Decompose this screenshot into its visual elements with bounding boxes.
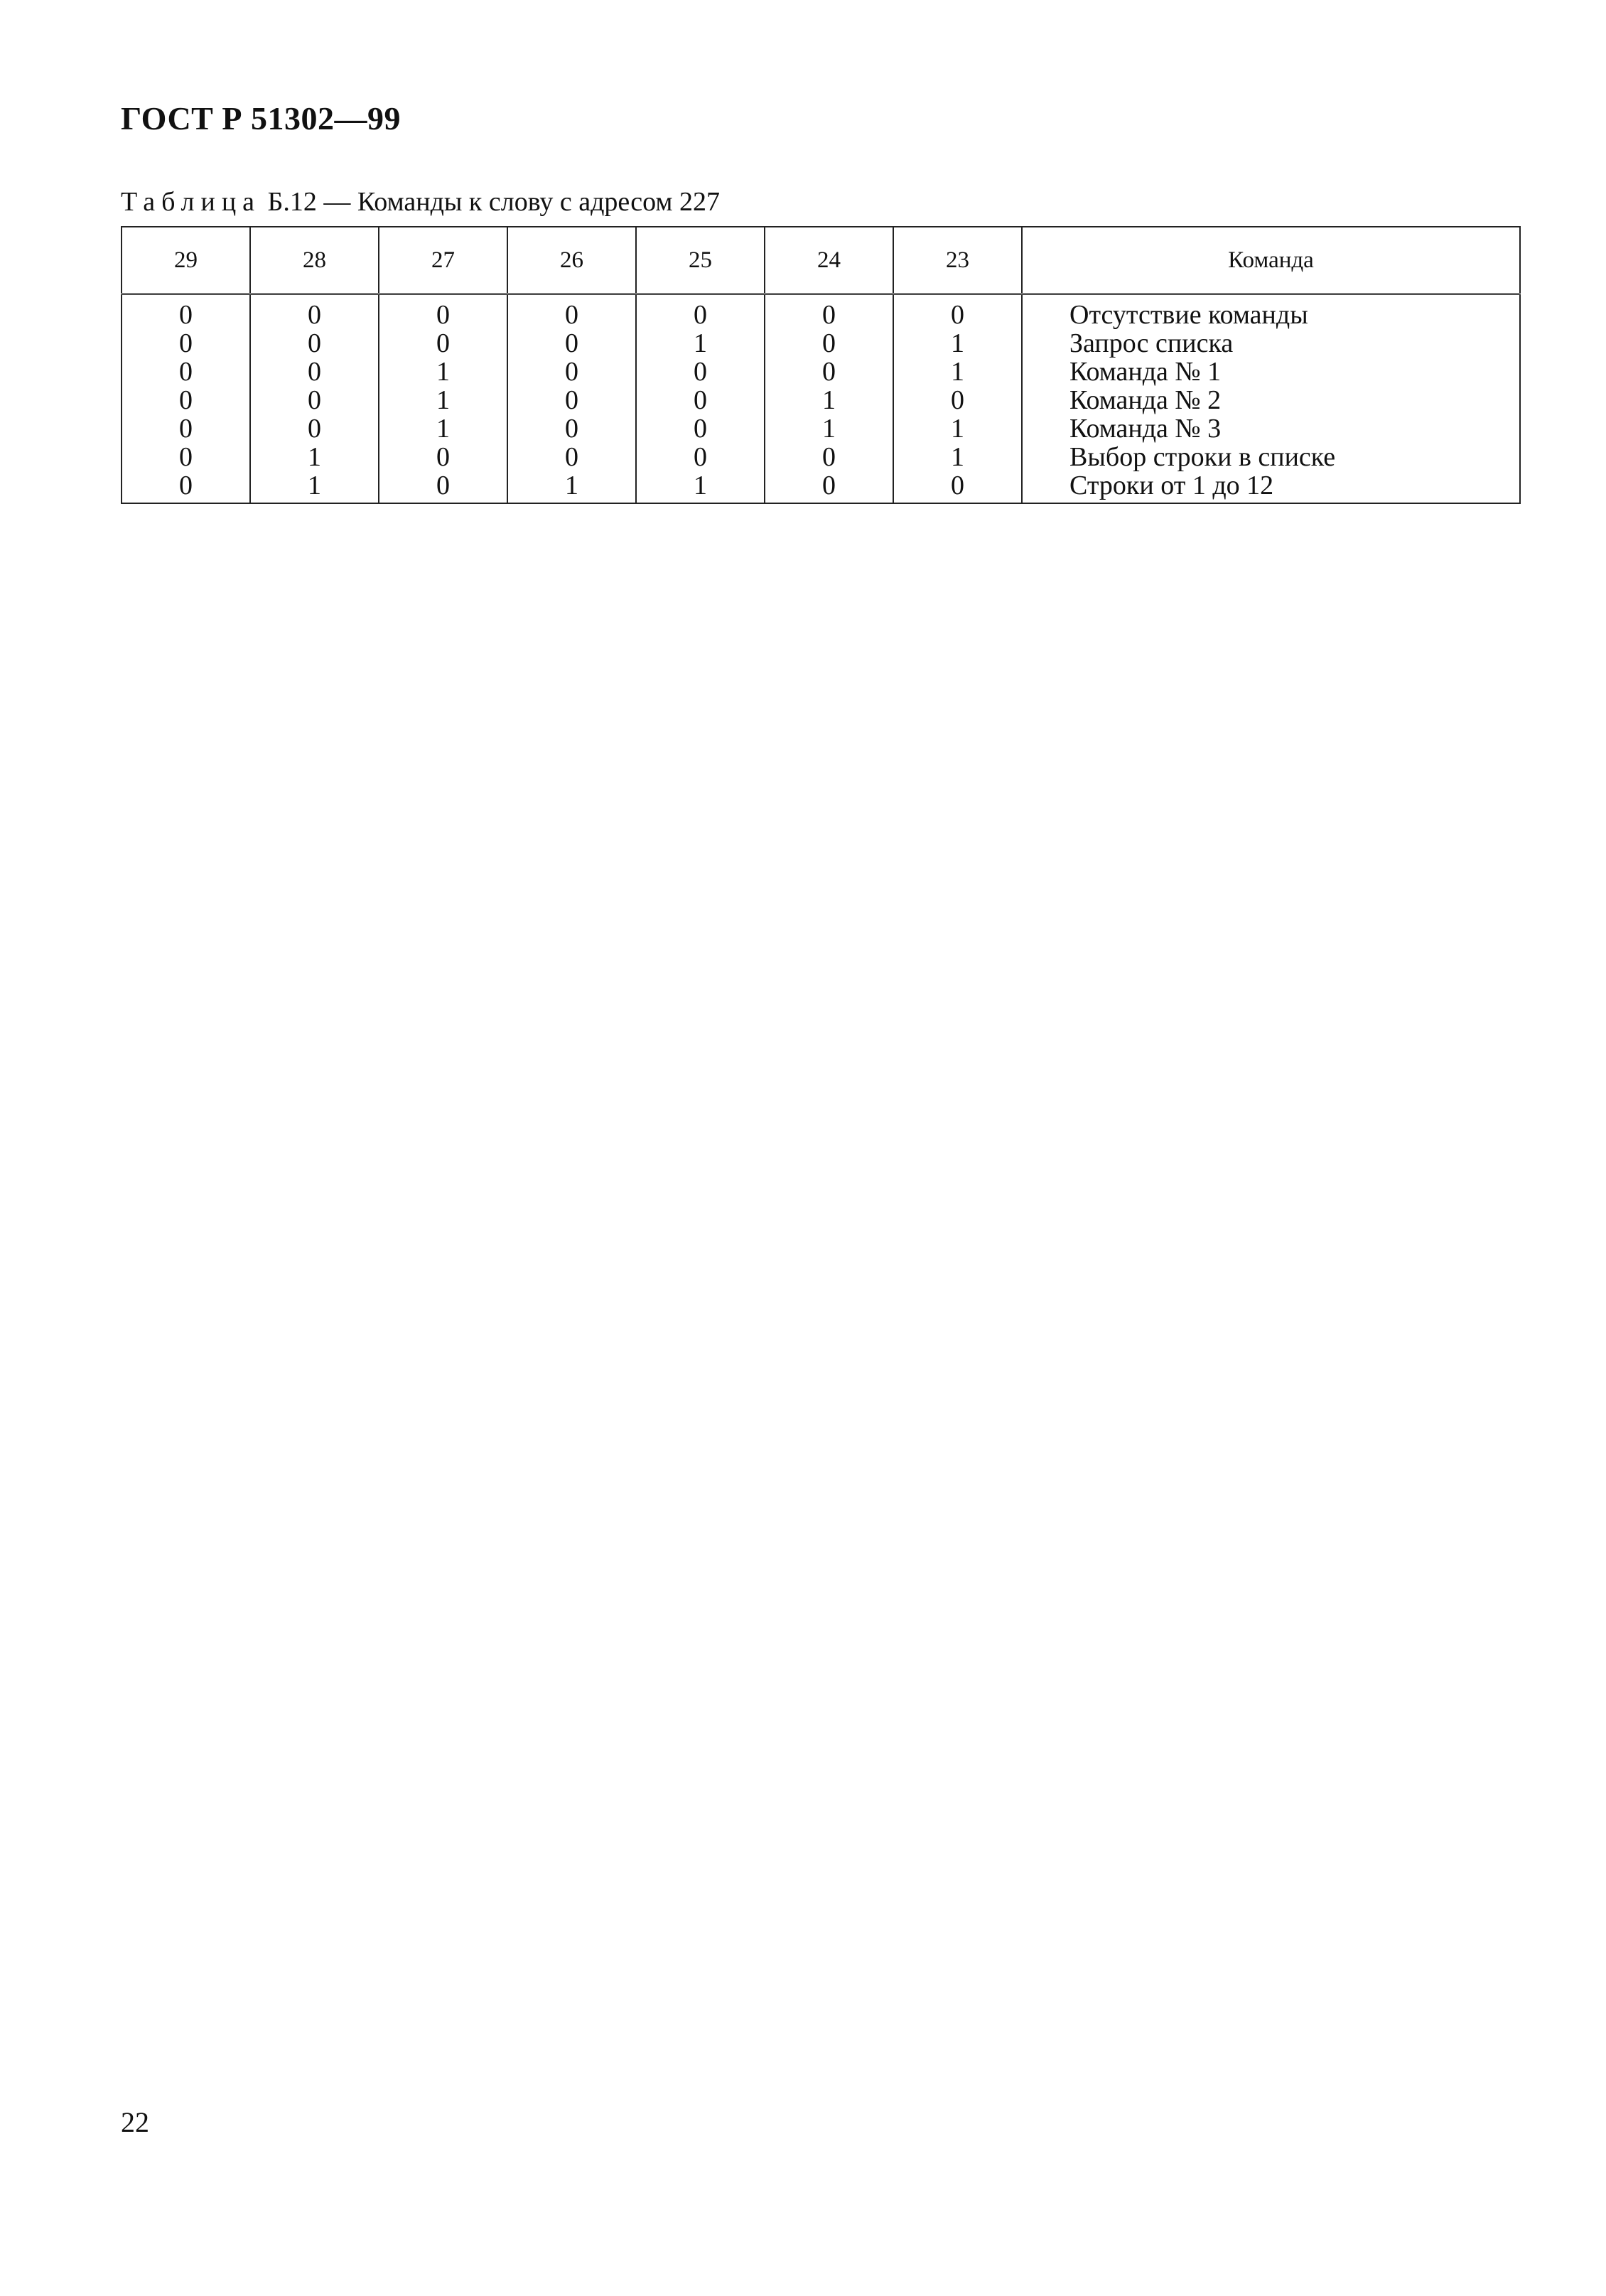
command-cell: Выбор строки в списке (1022, 443, 1520, 471)
table-cell: 0 (250, 386, 379, 414)
table-cell: 0 (765, 294, 893, 330)
command-cell: Запрос списка (1022, 329, 1520, 358)
table-row (122, 471, 1520, 503)
table-cell: 0 (636, 443, 765, 471)
table-cell: 1 (379, 358, 507, 386)
table-cell: 0 (636, 386, 765, 414)
table-container (121, 226, 1519, 504)
table-row (122, 294, 1520, 330)
table-cell: 0 (507, 294, 636, 330)
table-caption-text: Б.12 — Команды к слову с адресом 227 (261, 187, 720, 217)
table-cell: 1 (893, 329, 1022, 358)
column-header-bit-23: 23 (893, 227, 1022, 294)
table-cell: 0 (122, 471, 250, 503)
table-cell: 1 (893, 443, 1022, 471)
commands-table (121, 226, 1521, 504)
table-cell: 0 (250, 329, 379, 358)
column-header-bit-24: 24 (765, 227, 893, 294)
table-cell: 0 (379, 471, 507, 503)
table-cell: 0 (507, 443, 636, 471)
table-cell: 0 (250, 294, 379, 330)
table-cell: 0 (122, 443, 250, 471)
table-cell: 0 (507, 414, 636, 443)
table-cell: 1 (765, 386, 893, 414)
table-cell: 0 (122, 329, 250, 358)
table-cell: 0 (250, 414, 379, 443)
table-cell: 0 (507, 329, 636, 358)
column-header-bit-28: 28 (250, 227, 379, 294)
table-cell: 0 (893, 386, 1022, 414)
table-row (122, 329, 1520, 358)
table-cell: 0 (507, 386, 636, 414)
table-cell: 1 (250, 471, 379, 503)
table-cell: 0 (122, 414, 250, 443)
column-header-command: Команда (1022, 227, 1520, 294)
table-cell: 0 (893, 471, 1022, 503)
document-header: ГОСТ Р 51302—99 (121, 100, 401, 136)
table-cell: 0 (765, 471, 893, 503)
table-cell: 0 (636, 358, 765, 386)
table-cell: 1 (636, 329, 765, 358)
table-cell: 0 (765, 443, 893, 471)
table-caption (121, 186, 720, 218)
table-row (122, 358, 1520, 386)
table-cell: 1 (893, 414, 1022, 443)
table-cell: 0 (507, 358, 636, 386)
table-row (122, 386, 1520, 414)
table-cell: 0 (636, 294, 765, 330)
table-cell: 0 (379, 443, 507, 471)
table-cell: 1 (250, 443, 379, 471)
table-header-row (122, 227, 1520, 294)
table-cell: 0 (379, 329, 507, 358)
table-cell: 1 (379, 414, 507, 443)
table-cell: 1 (893, 358, 1022, 386)
table-row (122, 414, 1520, 443)
command-cell: Команда № 2 (1022, 386, 1520, 414)
table-cell: 0 (250, 358, 379, 386)
table-cell: 1 (507, 471, 636, 503)
table-cell: 0 (765, 329, 893, 358)
command-cell: Команда № 3 (1022, 414, 1520, 443)
command-cell: Отсутствие команды (1022, 294, 1520, 330)
column-header-bit-25: 25 (636, 227, 765, 294)
column-header-bit-29: 29 (122, 227, 250, 294)
table-cell: 0 (379, 294, 507, 330)
command-cell: Команда № 1 (1022, 358, 1520, 386)
table-cell: 0 (636, 414, 765, 443)
page-number: 22 (121, 2106, 149, 2138)
table-cell: 1 (765, 414, 893, 443)
table-row (122, 443, 1520, 471)
table-cell: 0 (893, 294, 1022, 330)
command-cell: Строки от 1 до 12 (1022, 471, 1520, 503)
column-header-bit-27: 27 (379, 227, 507, 294)
table-caption-label: Таблица (121, 187, 262, 217)
table-cell: 0 (122, 294, 250, 330)
table-cell: 0 (765, 358, 893, 386)
table-cell: 0 (122, 358, 250, 386)
table-cell: 1 (379, 386, 507, 414)
table-cell: 0 (122, 386, 250, 414)
column-header-bit-26: 26 (507, 227, 636, 294)
table-cell: 1 (636, 471, 765, 503)
